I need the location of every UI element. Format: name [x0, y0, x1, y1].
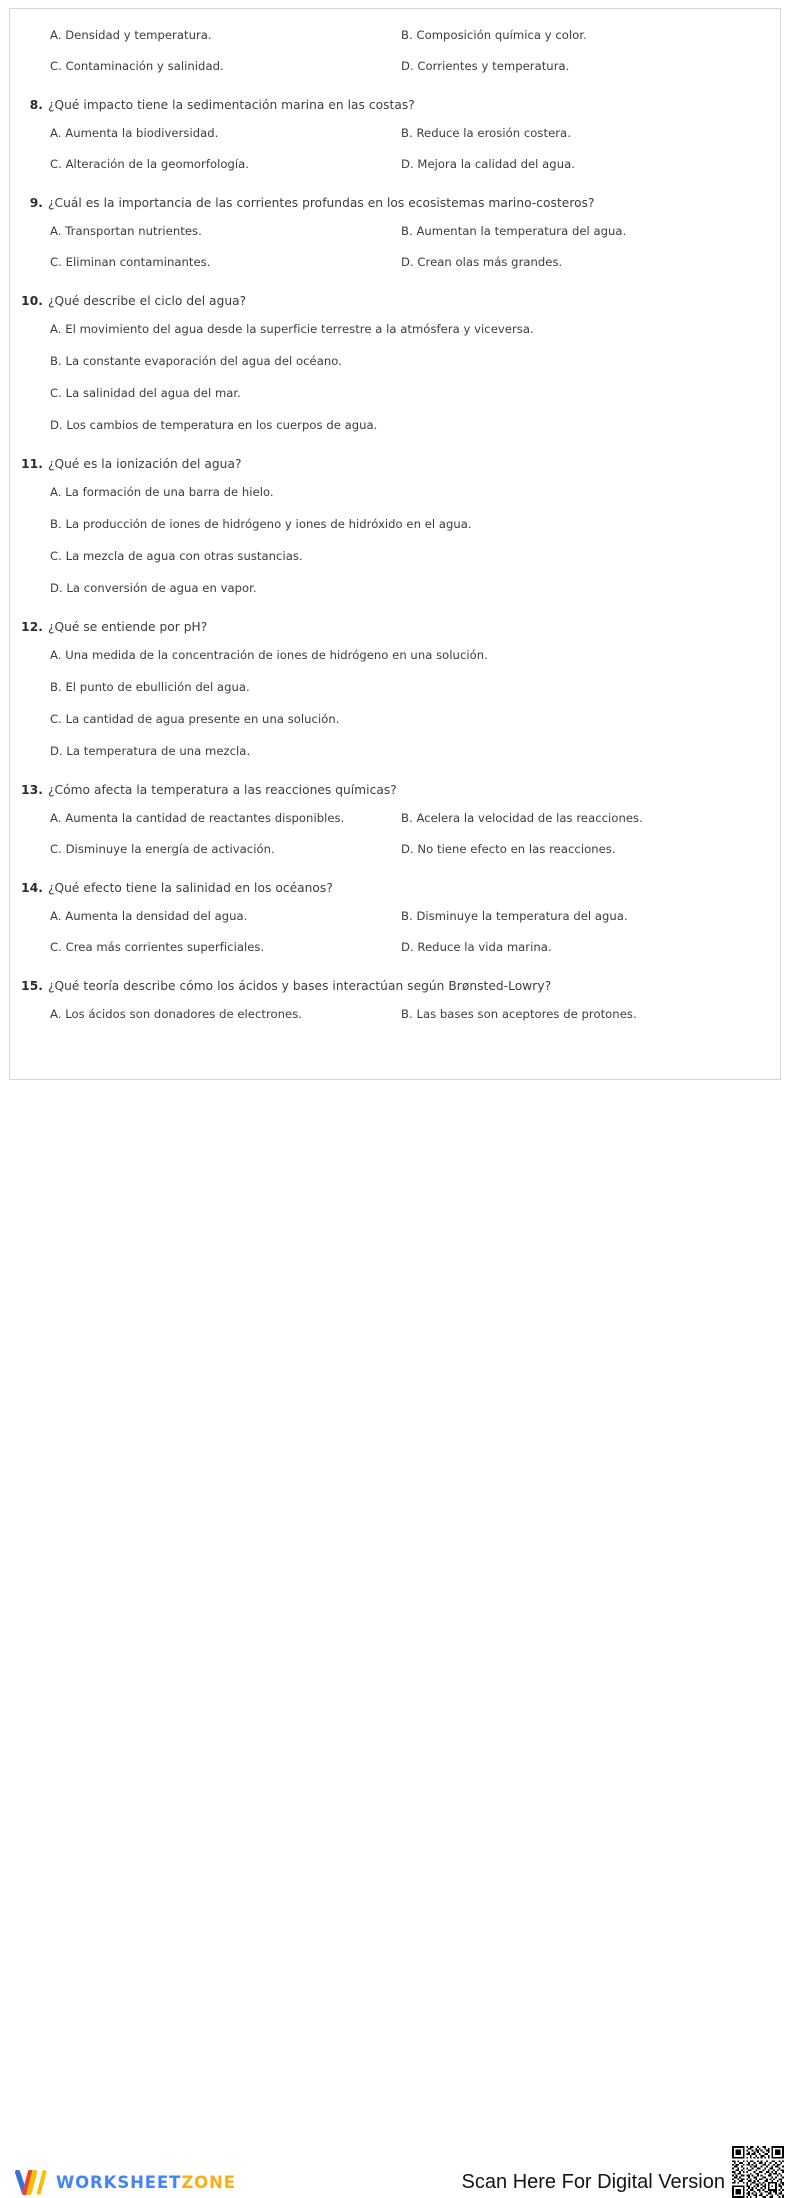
option-list [10, 808, 781, 859]
option-list [10, 482, 781, 598]
option-row [10, 808, 781, 828]
option-list [10, 25, 781, 76]
question-list [10, 9, 781, 1043]
option-row [10, 937, 781, 957]
answer-option[interactable]: A. El movimiento del agua desde la superficie terrestre a la atmósfera y viceversa. [50, 322, 534, 336]
question-block [10, 780, 781, 859]
answer-option[interactable]: C. La cantidad de agua presente en una solución. [50, 712, 340, 726]
option-row [10, 677, 781, 697]
answer-option[interactable]: A. Aumenta la biodiversidad. [50, 126, 219, 140]
answer-option[interactable]: B. El punto de ebullición del agua. [50, 680, 250, 694]
answer-option[interactable]: A. La formación de una barra de hielo. [50, 485, 274, 499]
logo-word-worksheet: WORKSHEET [56, 2173, 182, 2192]
option-list [10, 221, 781, 272]
question-block [10, 95, 781, 174]
logo-wordmark [56, 2170, 236, 2196]
answer-option[interactable]: C. Crea más corrientes superficiales. [50, 940, 265, 954]
question-text: ¿Cómo afecta la temperatura a las reacciones químicas? [48, 783, 397, 797]
question-block [10, 25, 781, 76]
answer-option[interactable]: A. Transportan nutrientes. [50, 224, 202, 238]
question-heading [10, 291, 781, 311]
answer-option[interactable]: C. La mezcla de agua con otras sustancias. [50, 549, 303, 563]
question-number: 9. [29, 196, 43, 210]
question-text: ¿Qué teoría describe cómo los ácidos y bases interactúan según Brønsted-Lowry? [48, 979, 552, 993]
answer-option[interactable]: D. No tiene efecto en las reacciones. [401, 842, 616, 856]
question-text: ¿Qué describe el ciclo del agua? [48, 294, 247, 308]
answer-option[interactable]: B. La constante evaporación del agua del océano. [50, 354, 342, 368]
question-block [10, 291, 781, 435]
answer-option[interactable]: B. Composición química y color. [401, 28, 587, 42]
answer-option[interactable]: C. Alteración de la geomorfología. [50, 157, 250, 171]
question-heading [10, 780, 781, 800]
answer-option[interactable]: B. Disminuye la temperatura del agua. [401, 909, 628, 923]
option-row [10, 645, 781, 665]
answer-option[interactable]: B. Reduce la erosión costera. [401, 126, 571, 140]
worksheet-zone-v-logo-icon [15, 2170, 49, 2196]
option-list [10, 645, 781, 761]
answer-option[interactable]: C. Eliminan contaminantes. [50, 255, 211, 269]
option-row [10, 1004, 781, 1024]
option-row [10, 709, 781, 729]
option-row [10, 123, 781, 143]
answer-option[interactable]: B. Aumentan la temperatura del agua. [401, 224, 627, 238]
option-list [10, 1004, 781, 1024]
option-list [10, 123, 781, 174]
answer-option[interactable]: D. Mejora la calidad del agua. [401, 157, 575, 171]
option-row [10, 546, 781, 566]
answer-option[interactable]: A. Densidad y temperatura. [50, 28, 212, 42]
question-number: 15. [21, 979, 43, 993]
answer-option[interactable]: D. Crean olas más grandes. [401, 255, 563, 269]
option-row [10, 319, 781, 339]
option-row [10, 154, 781, 174]
question-number: 11. [21, 457, 43, 471]
answer-option[interactable]: C. Disminuye la energía de activación. [50, 842, 275, 856]
answer-option[interactable]: A. Aumenta la densidad del agua. [50, 909, 248, 923]
question-number: 13. [21, 783, 43, 797]
question-heading [10, 193, 781, 213]
option-row [10, 221, 781, 241]
worksheet-sheet [9, 8, 781, 1080]
option-list [10, 319, 781, 435]
option-row [10, 351, 781, 371]
answer-option[interactable]: D. Reduce la vida marina. [401, 940, 552, 954]
question-heading [10, 95, 781, 115]
answer-option[interactable]: A. Aumenta la cantidad de reactantes disponibles. [50, 811, 345, 825]
question-block [10, 617, 781, 761]
answer-option[interactable]: D. La temperatura de una mezcla. [50, 744, 251, 758]
option-row [10, 839, 781, 859]
answer-option[interactable]: C. Contaminación y salinidad. [50, 59, 224, 73]
question-text: ¿Qué efecto tiene la salinidad en los océanos? [48, 881, 333, 895]
question-heading [10, 454, 781, 474]
question-number: 12. [21, 620, 43, 634]
page-footer [0, 1080, 793, 2193]
option-list [10, 906, 781, 957]
question-block [10, 878, 781, 957]
option-row [10, 25, 781, 45]
question-text: ¿Qué se entiende por pH? [48, 620, 208, 634]
option-row [10, 741, 781, 761]
qr-code-icon [732, 2146, 784, 2198]
option-row [10, 514, 781, 534]
option-row [10, 415, 781, 435]
option-row [10, 906, 781, 926]
question-heading [10, 878, 781, 898]
option-row [10, 56, 781, 76]
question-block [10, 976, 781, 1024]
answer-option[interactable]: B. Las bases son aceptores de protones. [401, 1007, 637, 1021]
answer-option[interactable]: C. La salinidad del agua del mar. [50, 386, 241, 400]
question-text: ¿Cuál es la importancia de las corrientes profundas en los ecosistemas marino-costeros? [48, 196, 595, 210]
option-row [10, 252, 781, 272]
question-block [10, 454, 781, 598]
option-row [10, 578, 781, 598]
answer-option[interactable]: A. Una medida de la concentración de iones de hidrógeno en una solución. [50, 648, 488, 662]
scan-here-label: Scan Here For Digital Version [461, 2171, 725, 2193]
question-number: 14. [21, 881, 43, 895]
question-heading [10, 617, 781, 637]
option-row [10, 482, 781, 502]
question-number: 10. [21, 294, 43, 308]
answer-option[interactable]: D. Los cambios de temperatura en los cuerpos de agua. [50, 418, 378, 432]
question-heading [10, 976, 781, 996]
answer-option[interactable]: B. La producción de iones de hidrógeno y iones de hidróxido en el agua. [50, 517, 472, 531]
answer-option[interactable]: D. La conversión de agua en vapor. [50, 581, 257, 595]
answer-option[interactable]: A. Los ácidos son donadores de electrones. [50, 1007, 303, 1021]
logo-word-zone: ZONE [181, 2173, 236, 2192]
answer-option[interactable]: B. Acelera la velocidad de las reacciones. [401, 811, 643, 825]
option-row [10, 383, 781, 403]
question-text: ¿Qué impacto tiene la sedimentación marina en las costas? [48, 98, 415, 112]
qr-code[interactable] [732, 2146, 784, 2198]
answer-option[interactable]: D. Corrientes y temperatura. [401, 59, 570, 73]
question-number: 8. [29, 98, 43, 112]
question-text: ¿Qué es la ionización del agua? [48, 457, 242, 471]
worksheet-zone-logo[interactable] [15, 2169, 236, 2197]
question-block [10, 193, 781, 272]
